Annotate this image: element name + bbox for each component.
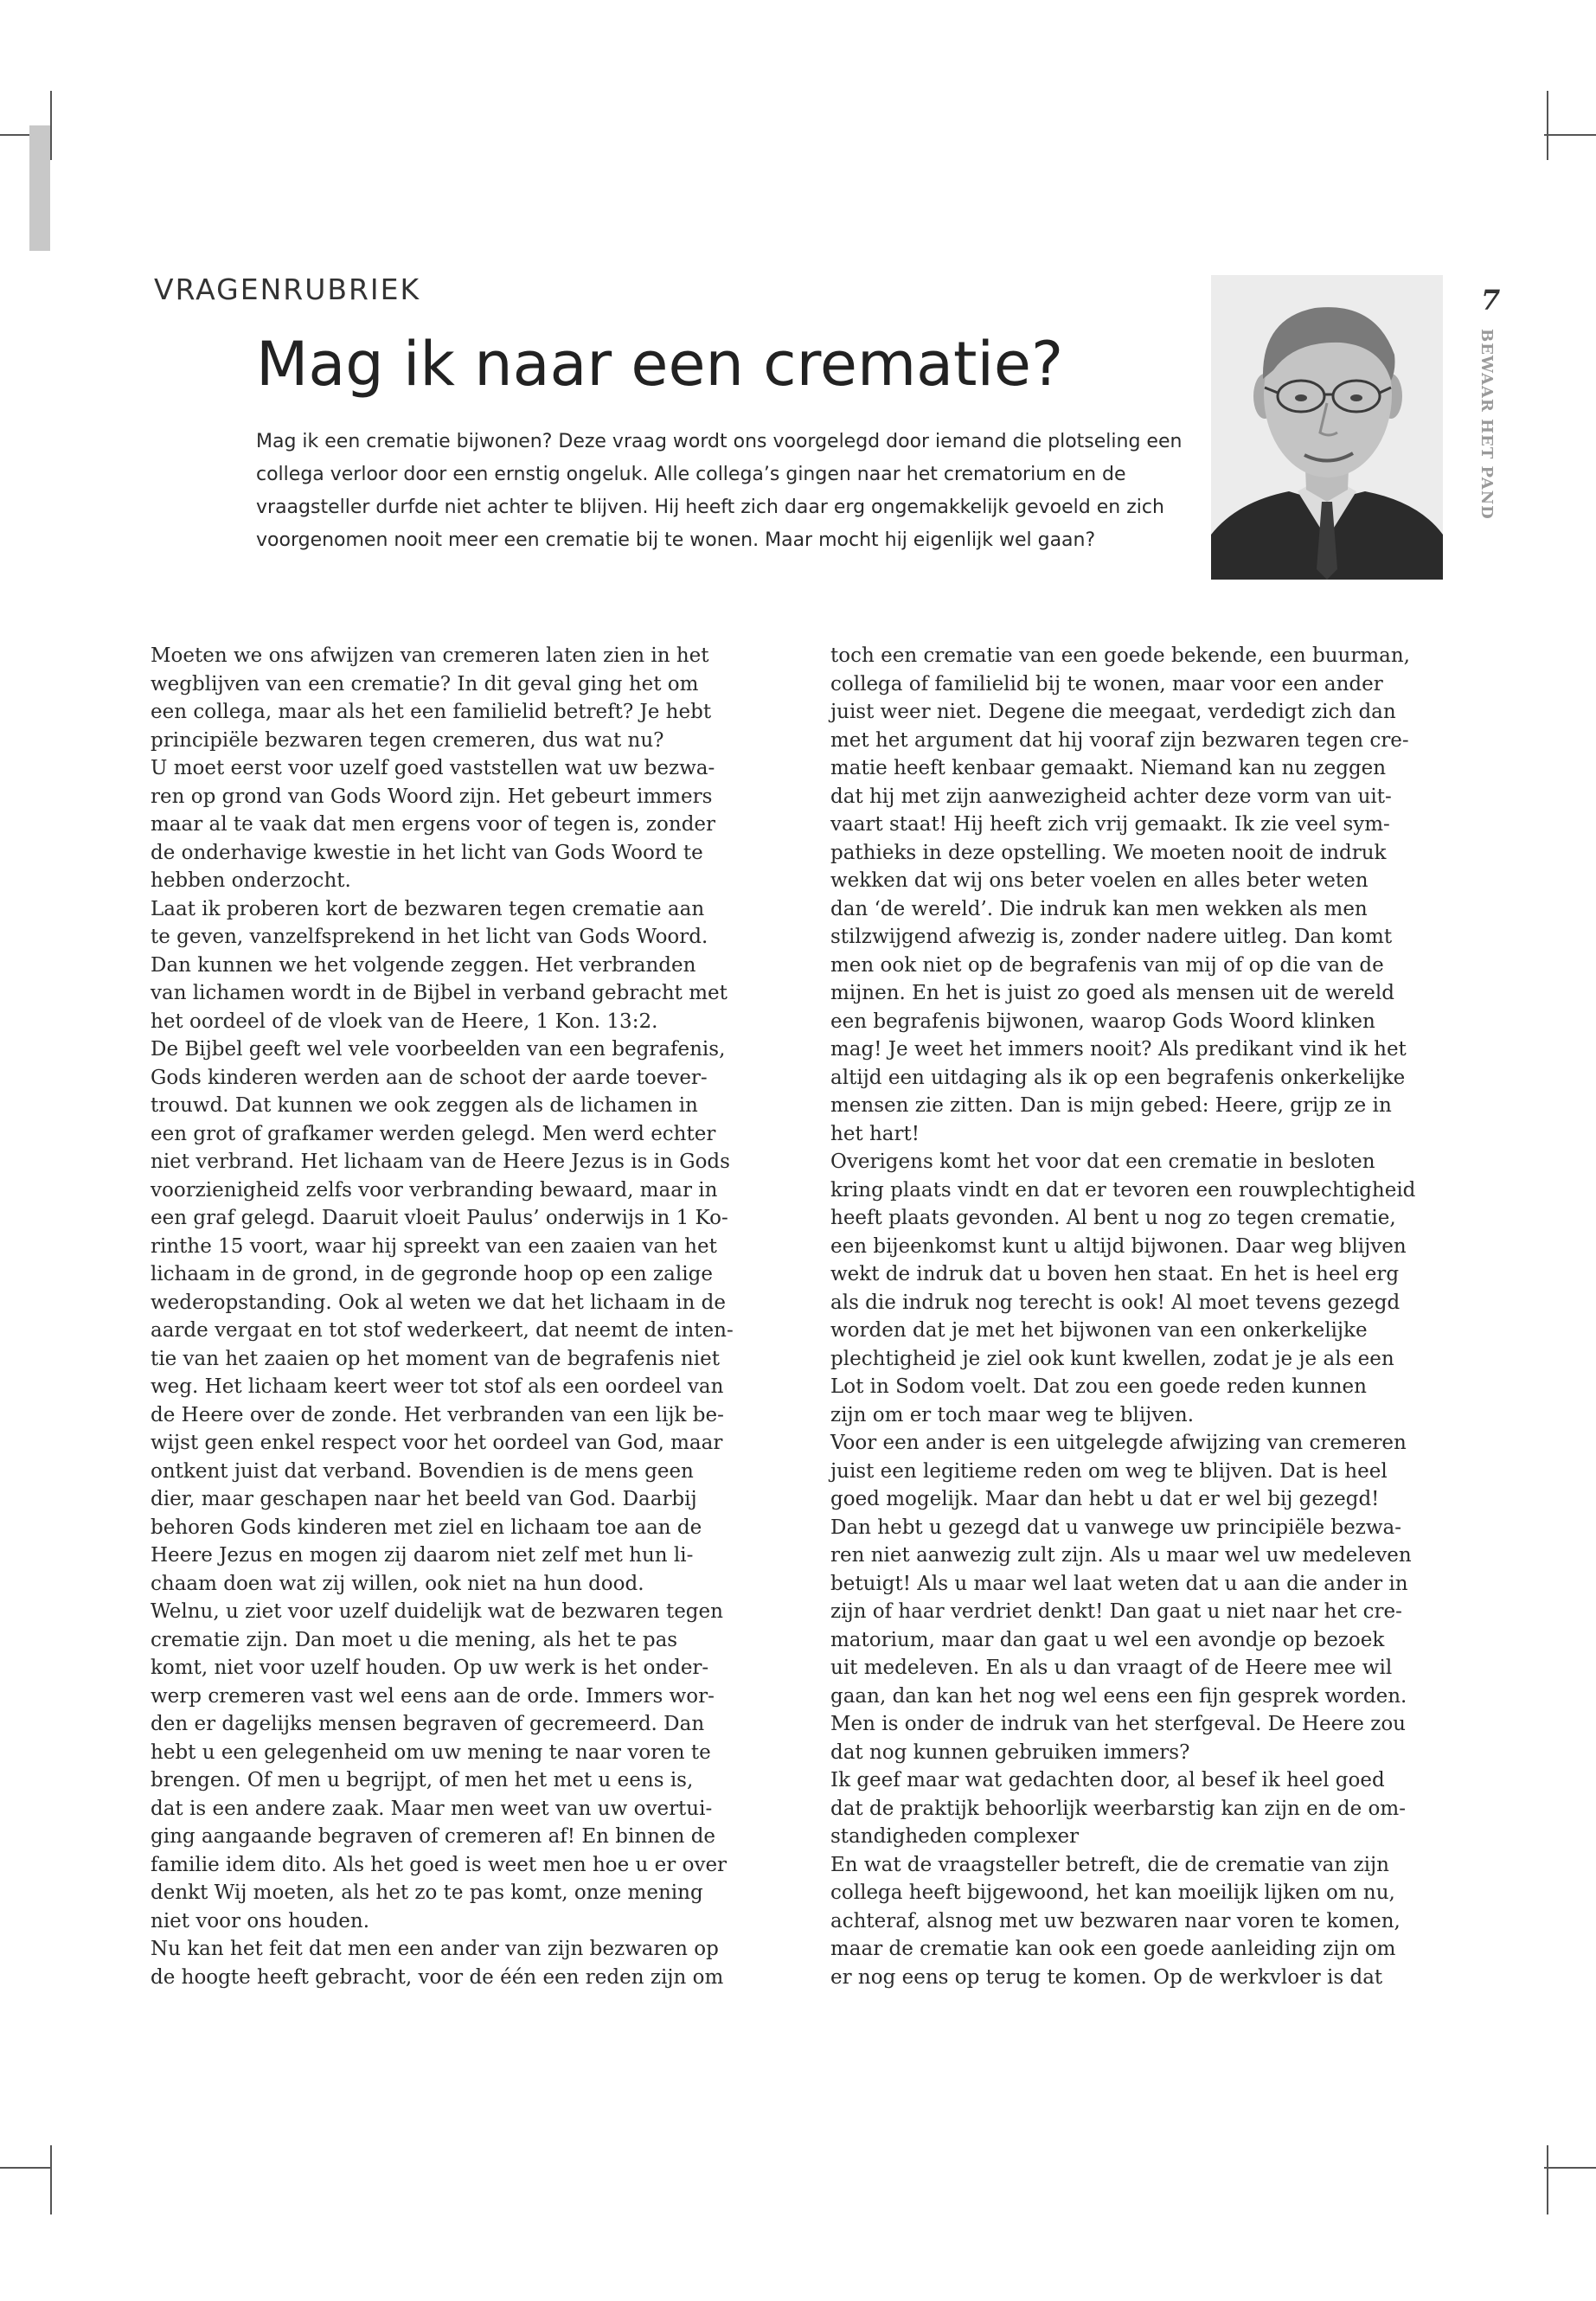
text-line: Overigens komt het voor dat een crematie in besloten (830, 1150, 1375, 1173)
text-line: wekken dat wij ons beter voelen en alles beter weten (830, 869, 1368, 892)
text-line: goed mogelijk. Maar dan hebt u dat er wel bij gezegd! (830, 1488, 1380, 1510)
text-line: wederopstanding. Ook al weten we dat het lichaam in de (151, 1291, 726, 1314)
text-line: U moet eerst voor uzelf goed vaststellen wat uw bezwa- (151, 757, 715, 779)
text-line: wijst geen enkel respect voor het oordeel van God, maar (151, 1432, 723, 1454)
text-line: En wat de vraagsteller betreft, die de crematie van zijn (830, 1853, 1389, 1876)
text-line: behoren Gods kinderen met ziel en lichaam toe aan de (151, 1516, 702, 1539)
crop-mark (1544, 2167, 1596, 2169)
text-line: aarde vergaat en tot stof wederkeert, dat neemt de inten- (151, 1319, 734, 1342)
section-label: VRAGENRUBRIEK (154, 272, 421, 306)
text-line: de Heere over de zonde. Het verbranden van een lijk be- (151, 1403, 724, 1426)
text-line: Lot in Sodom voelt. Dat zou een goede reden kunnen (830, 1375, 1367, 1398)
crop-mark (50, 2145, 52, 2214)
text-line: pathieks in deze opstelling. We moeten nooit de indruk (830, 841, 1387, 864)
text-line: de hoogte heeft gebracht, voor de één een reden zijn om (151, 1965, 724, 1989)
article-column-right (830, 642, 1415, 1991)
text-line: van lichamen wordt in de Bijbel in verband gebracht met (151, 982, 727, 1004)
text-line: Ik geef maar wat gedachten door, al besef ik heel goed (830, 1769, 1385, 1791)
author-portrait (1211, 275, 1443, 580)
text-line: uit medeleven. En als u dan vraagt of de Heere mee wil (830, 1657, 1393, 1679)
text-line: stilzwijgend afwezig is, zonder nadere uitleg. Dan komt (830, 926, 1393, 948)
text-line: voorzienigheid zelfs voor verbranding bewaard, maar in (151, 1178, 718, 1202)
crop-mark (1547, 91, 1548, 160)
text-line: lichaam in de grond, in de gegronde hoop op een zalige (151, 1263, 713, 1285)
text-line: Welnu, u ziet voor uzelf duidelijk wat de bezwaren tegen (151, 1600, 723, 1623)
text-line: het oordeel of de vloek van de Heere, 1 Kon. 13:2. (151, 1009, 658, 1033)
text-line: worden dat je met het bijwonen van een onkerkelijke (830, 1319, 1368, 1342)
text-line: ren op grond van Gods Woord zijn. Het gebeurt immers (151, 785, 713, 808)
article-intro: Mag ik een crematie bijwonen? Deze vraag wordt ons voorgelegd door iemand die plotseling een collega verloor door een ernstig ongeluk. Alle collega’s gingen naar het crematorium en de vraagsteller durfde niet achter te blijven. Hij heeft zich daar erg ongemakkelijk gevoeld en zich voorgenomen nooit meer een crematie bij te wonen. Maar mocht hij eigenlijk wel gaan? (256, 431, 1183, 551)
text-line: juist weer niet. Degene die meegaat, verdedigt zich dan (830, 701, 1396, 723)
text-line: men ook niet op de begrafenis van mij of op die van de (830, 953, 1384, 977)
text-line: ren niet aanwezig zult zijn. Als u maar wel uw medeleven (830, 1544, 1412, 1567)
text-line: een bijeenkomst kunt u altijd bijwonen. Daar weg blijven (830, 1234, 1407, 1258)
text-line: gaan, dan kan het nog wel eens een fijn gesprek worden. (830, 1684, 1407, 1708)
text-line: heeft plaats gevonden. Al bent u nog zo tegen crematie, (830, 1207, 1396, 1229)
text-line: dier, maar geschapen naar het beeld van God. Daarbij (151, 1488, 697, 1510)
text-line: mijnen. En het is juist zo goed als mensen uit de wereld (830, 982, 1394, 1004)
text-line: maar al te vaak dat men ergens voor of tegen is, zonder (151, 813, 716, 836)
text-line: niet voor ons houden. (151, 1909, 370, 1932)
text-line: Dan hebt u gezegd dat u vanwege uw principiële bezwa- (830, 1516, 1402, 1539)
text-line: komt, niet voor uzelf houden. Op uw werk is het onder- (151, 1657, 709, 1679)
text-line: wekt de indruk dat u boven hen staat. En het is heel erg (830, 1263, 1400, 1285)
text-line: principiële bezwaren tegen cremeren, dus wat nu? (151, 728, 664, 752)
text-line: vaart staat! Hij heeft zich vrij gemaakt. Ik zie veel sym- (830, 813, 1390, 836)
text-line: collega heeft bijgewoond, het kan moeilijk lijken om nu, (830, 1881, 1395, 1904)
text-line: achteraf, alsnog met uw bezwaren naar voren te komen, (830, 1909, 1401, 1932)
text-line: niet verbrand. Het lichaam van de Heere Jezus is in Gods (151, 1150, 730, 1173)
text-line: Heere Jezus en mogen zij daarom niet zelf met hun li- (151, 1544, 694, 1567)
text-line: chaam doen wat zij willen, ook niet na hun dood. (151, 1572, 644, 1595)
text-line: crematie zijn. Dan moet u die mening, als het te pas (151, 1628, 678, 1651)
text-line: te geven, vanzelfsprekend in het licht van Gods Woord. (151, 926, 708, 948)
text-line: het hart! (830, 1122, 920, 1145)
text-line: dat nog kunnen gebruiken immers? (830, 1740, 1190, 1764)
text-line: dat is een andere zaak. Maar men weet van uw overtui- (151, 1797, 713, 1820)
text-line: dat de praktijk behoorlijk weerbarstig kan zijn en de om- (830, 1797, 1406, 1820)
text-line: mag! Je weet het immers nooit? Als predikant vind ik het (830, 1038, 1407, 1061)
text-line: matie heeft kenbaar gemaakt. Niemand kan nu zeggen (830, 757, 1387, 779)
page-number: 7 (1481, 284, 1501, 317)
text-line: Voor een ander is een uitgelegde afwijzing van cremeren (830, 1432, 1407, 1454)
text-line: Gods kinderen werden aan de schoot der aarde toever- (151, 1066, 708, 1089)
article-title: Mag ik naar een crematie? (256, 329, 1064, 400)
text-line: De Bijbel geeft wel vele voorbeelden van een begrafenis, (151, 1038, 726, 1061)
text-line: een graf gelegd. Daaruit vloeit Paulus’ onderwijs in 1 Ko- (151, 1207, 728, 1229)
crop-mark (1547, 2145, 1548, 2214)
text-line: collega of familielid bij te wonen, maar voor een ander (830, 672, 1383, 695)
text-line: kring plaats vindt en dat er tevoren een rouwplechtigheid (830, 1178, 1416, 1202)
crop-mark (0, 2167, 52, 2169)
text-line: ontkent juist dat verband. Bovendien is de mens geen (151, 1459, 694, 1483)
text-line: werp cremeren vast wel eens aan de orde. Immers wor- (151, 1684, 715, 1708)
text-line: matorium, maar dan gaat u wel een avondje op bezoek (830, 1628, 1385, 1651)
text-line: met het argument dat hij vooraf zijn bezwaren tegen cre- (830, 728, 1409, 752)
text-line: toch een crematie van een goede bekende, een buurman, (830, 644, 1410, 667)
article-column-left (151, 642, 734, 1991)
text-line: juist een legitieme reden om weg te blijven. Dat is heel (830, 1459, 1388, 1483)
text-line: trouwd. Dat kunnen we ook zeggen als de lichamen in (151, 1094, 698, 1117)
text-line: de onderhavige kwestie in het licht van Gods Woord te (151, 841, 703, 864)
text-line: ging aangaande begraven of cremeren af! En binnen de (151, 1825, 716, 1848)
text-line: Laat ik proberen kort de bezwaren tegen crematie aan (151, 897, 705, 920)
text-line: zijn of haar verdriet denkt! Dan gaat u niet naar het cre- (830, 1600, 1402, 1623)
text-line: wegblijven van een crematie? In dit geval ging het om (151, 672, 699, 695)
text-line: maar de crematie kan ook een goede aanleiding zijn om (830, 1938, 1396, 1960)
page-edge-tab (29, 125, 50, 251)
crop-mark (50, 91, 52, 160)
text-line: als die indruk nog terecht is ook! Al moet tevens gezegd (830, 1291, 1401, 1314)
text-line: een collega, maar als het een familielid betreft? Je hebt (151, 701, 712, 723)
text-line: familie idem dito. Als het goed is weet men hoe u er over (151, 1853, 727, 1876)
text-line: standigheden complexer (830, 1825, 1080, 1848)
text-line: hebt u een gelegenheid om uw mening te naar voren te (151, 1740, 711, 1764)
text-line: dan ‘de wereld’. Die indruk kan men wekken als men (830, 897, 1368, 920)
crop-mark (1544, 134, 1596, 136)
text-line: rinthe 15 voort, waar hij spreekt van een zaaien van het (151, 1234, 717, 1258)
text-line: er nog eens op terug te komen. Op de werkvloer is dat (830, 1965, 1383, 1989)
text-line: brengen. Of men u begrijpt, of men het met u eens is, (151, 1769, 694, 1791)
text-line: den er dagelijks mensen begraven of gecremeerd. Dan (151, 1713, 705, 1735)
text-line: zijn om er toch maar weg te blijven. (830, 1403, 1195, 1426)
text-line: Moeten we ons afwijzen van cremeren laten zien in het (151, 644, 709, 667)
text-line: plechtigheid je ziel ook kunt kwellen, zodat je je als een (830, 1347, 1394, 1370)
text-line: altijd een uitdaging als ik op een begrafenis onkerkelijke (830, 1066, 1406, 1089)
text-line: Nu kan het feit dat men een ander van zijn bezwaren op (151, 1938, 719, 1960)
magazine-name: BEWAAR HET PAND (1477, 329, 1496, 520)
text-line: denkt Wij moeten, als het zo te pas komt, onze mening (151, 1881, 703, 1904)
text-line: weg. Het lichaam keert weer tot stof als een oordeel van (151, 1375, 724, 1398)
text-line: tie van het zaaien op het moment van de begrafenis niet (151, 1347, 720, 1370)
text-line: hebben onderzocht. (151, 869, 351, 892)
text-line: dat hij met zijn aanwezigheid achter deze vorm van uit- (830, 785, 1392, 808)
text-line: Men is onder de indruk van het sterfgeval. De Heere zou (830, 1713, 1406, 1735)
text-line: een begrafenis bijwonen, waarop Gods Woord klinken (830, 1009, 1375, 1033)
text-line: Dan kunnen we het volgende zeggen. Het verbranden (151, 953, 696, 977)
text-line: een grot of grafkamer werden gelegd. Men werd echter (151, 1122, 716, 1145)
text-line: mensen zie zitten. Dan is mijn gebed: Heere, grijp ze in (830, 1094, 1392, 1117)
text-line: betuigt! Als u maar wel laat weten dat u aan die ander in (830, 1572, 1408, 1595)
